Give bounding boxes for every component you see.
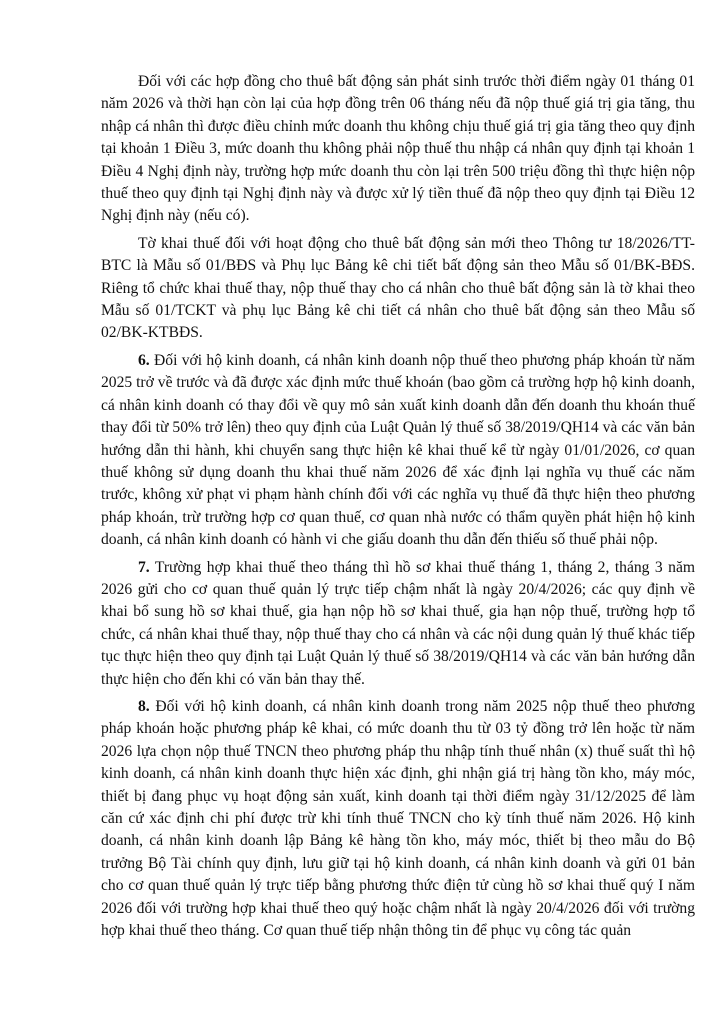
item-number: 8. xyxy=(138,697,150,715)
paragraph-real-estate-declaration xyxy=(101,233,695,345)
paragraph-text: Trường hợp khai thuế theo tháng thì hồ sơ khai thuế tháng 1, tháng 2, tháng 3 năm 2026 gửi cho cơ quan thuế quản lý trực tiếp chậm nhất là ngày 20/4/2026; các quy định về khai bổ sung hồ sơ khai thuế, gia hạn nộp hồ sơ khai thuế, gia hạn nộp thuế, trường hợp tổ chức, cá nhân khai thuế thay, nộp thuế thay cho cá nhân và các nội dung quản lý thuế khác tiếp tục thực hiện theo quy định tại Luật Quản lý thuế số 38/2019/QH14 và các văn bản hướng dẫn thực hiện cho đến khi có văn bản thay thế. xyxy=(101,558,695,688)
paragraph-text: Đối với các hợp đồng cho thuê bất động sản phát sinh trước thời điểm ngày 01 tháng 01 năm 2026 và thời hạn còn lại của hợp đồng trên 06 tháng nếu đã nộp thuế giá trị gia tăng, thu nhập cá nhân thì được điều chỉnh mức doanh thu không chịu thuế giá trị gia tăng theo quy định tại khoản 1 Điều 3, mức doanh thu không phải nộp thuế thu nhập cá nhân quy định tại khoản 1 Điều 4 Nghị định này, trường hợp mức doanh thu còn lại trên 500 triệu đồng thì thực hiện nộp thuế theo quy định tại Nghị định này và được xử lý tiền thuế đã nộp theo quy định tại Điều 12 Nghị định này (nếu có). xyxy=(101,73,695,225)
paragraph-item-8 xyxy=(101,696,695,942)
paragraph-item-7 xyxy=(101,557,695,691)
paragraph-text: Tờ khai thuế đối với hoạt động cho thuê bất động sản mới theo Thông tư 18/2026/TT-BTC là Mẫu số 01/BĐS và Phụ lục Bảng kê chi tiết bất động sản theo Mẫu số 01/BK-BĐS. Riêng tổ chức khai thuế thay, nộp thuế thay cho cá nhân cho thuê bất động sản là tờ khai theo Mẫu số 01/TCKT và phụ lục Bảng kê chi tiết cá nhân cho thuê bất động sản theo Mẫu số 02/BK-KTBĐS. xyxy=(101,234,695,342)
item-number: 7. xyxy=(138,558,150,576)
paragraph-text: Đối với hộ kinh doanh, cá nhân kinh doanh trong năm 2025 nộp thuế theo phương pháp khoán hoặc phương pháp kê khai, có mức doanh thu từ 03 tỷ đồng trở lên hoặc từ năm 2026 lựa chọn nộp thuế TNCN theo phương pháp thu nhập tính thuế nhân (x) thuế suất thì hộ kinh doanh, cá nhân kinh doanh thực hiện xác định, ghi nhận giá trị hàng tồn kho, máy móc, thiết bị đang phục vụ hoạt động sản xuất, kinh doanh tại thời điểm ngày 31/12/2025 để làm căn cứ xác định chi phí được trừ khi tính thuế TNCN cho kỳ tính thuế năm 2026. Hộ kinh doanh, cá nhân kinh doanh lập Bảng kê hàng tồn kho, máy móc, thiết bị theo mẫu do Bộ trưởng Bộ Tài chính quy định, lưu giữ tại hộ kinh doanh, cá nhân kinh doanh và gửi 01 bản cho cơ quan thuế quản lý trực tiếp bằng phương thức điện tử cùng hồ sơ khai thuế quý I năm 2026 đối với trường hợp khai thuế theo quý hoặc chậm nhất là ngày 20/4/2026 đối với trường hợp khai thuế theo tháng. Cơ quan thuế tiếp nhận thông tin để phục vụ công tác quản xyxy=(101,697,695,940)
paragraph-text: Đối với hộ kinh doanh, cá nhân kinh doanh nộp thuế theo phương pháp khoán từ năm 2025 trở về trước và đã được xác định mức thuế khoán (bao gồm cả trường hợp hộ kinh doanh, cá nhân kinh doanh có thay đổi về quy mô sản xuất kinh doanh dẫn đến doanh thu khoán thuế thay đổi từ 50% trở lên) theo quy định của Luật Quản lý thuế số 38/2019/QH14 và các văn bản hướng dẫn thi hành, khi chuyển sang thực hiện kê khai thuế kể từ ngày 01/01/2026, cơ quan thuế không sử dụng doanh thu khai thuế năm 2026 để xác định lại nghĩa vụ thuế các năm trước, không xử phạt vi phạm hành chính đối với các nghĩa vụ thuế đã thực hiện theo phương pháp khoán, trừ trường hợp cơ quan thuế, cơ quan nhà nước có thẩm quyền phát hiện hộ kinh doanh, cá nhân kinh doanh có hành vi che giấu doanh thu dẫn đến thiếu số thuế phải nộp. xyxy=(101,351,695,549)
paragraph-item-6 xyxy=(101,350,695,552)
item-number: 6. xyxy=(138,351,150,369)
paragraph-lease-contracts xyxy=(101,71,695,228)
